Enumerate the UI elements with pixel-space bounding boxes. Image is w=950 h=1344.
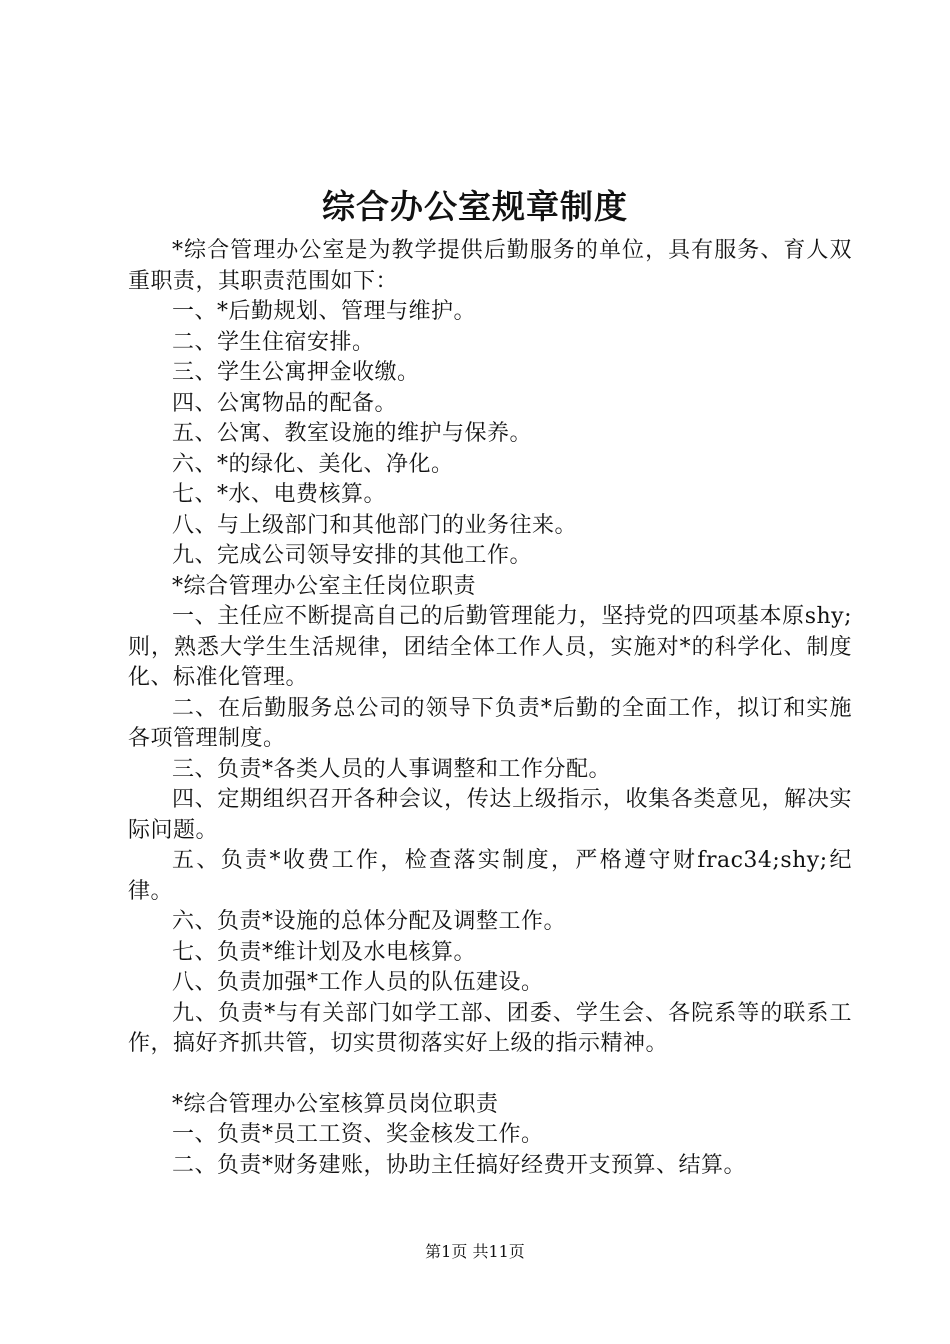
document-title: 综合办公室规章制度 [322,187,628,226]
page-number-footer: 第1页 共11页 [425,1242,525,1261]
paragraph-item: 二、在后勤服务总公司的领导下负责*后勤的全面工作，拟订和实施各项管理制度。 [128,695,852,751]
paragraph-item: 三、负责*各类人员的人事调整和工作分配。 [172,756,612,782]
paragraph-item: 七、负责*维计划及水电核算。 [172,939,477,965]
paragraph-item: 一、负责*员工工资、奖金核发工作。 [172,1122,544,1147]
paragraph-item: 三、学生公寓押金收缴。 [172,360,420,385]
paragraph-item: 八、负责加强*工作人员的队伍建设。 [172,970,544,995]
paragraph-item: 九、完成公司领导安排的其他工作。 [172,543,533,568]
document-body [128,236,852,1181]
paragraph-item: 七、*水、电费核算。 [172,482,387,507]
paragraph-item: 五、公寓、教室设施的维护与保养。 [172,421,533,446]
paragraph-item: 四、定期组织召开各种会议，传达上级指示，收集各类意见，解决实际问题。 [128,787,852,843]
paragraph-item: 二、负责*财务建账，协助主任搞好经费开支预算、结算。 [172,1152,747,1178]
paragraph-item: 六、负责*设施的总体分配及调整工作。 [172,909,567,934]
paragraph-item: 九、负责*与有关部门如学工部、团委、学生会、各院系等的联系工作，搞好齐抓共管，切实贯彻落实好上级的指示精神。 [128,1000,852,1056]
paragraph-item: 二、学生住宿安排。 [172,329,375,355]
section-heading: *综合管理办公室主任岗位职责 [172,573,477,599]
paragraph-item: 八、与上级部门和其他部门的业务往来。 [172,512,578,538]
paragraph-item: 一、主任应不断提高自己的后勤管理能力，坚持党的四项基本原shy;则，熟悉大学生生活规律，团结全体工作人员，实施对*的科学化、制度化、标准化管理。 [128,604,852,690]
paragraph-intro: *综合管理办公室是为教学提供后勤服务的单位，具有服务、育人双重职责，其职责范围如下： [128,238,852,294]
paragraph-item: 四、公寓物品的配备。 [172,390,398,416]
section-heading: *综合管理办公室核算员岗位职责 [172,1091,499,1117]
paragraph-item: 五、负责*收费工作，检查落实制度，严格遵守财frac34;shy;纪律。 [128,848,852,904]
paragraph-item: 一、*后勤规划、管理与维护。 [172,299,477,324]
paragraph-item: 六、*的绿化、美化、净化。 [172,451,454,477]
